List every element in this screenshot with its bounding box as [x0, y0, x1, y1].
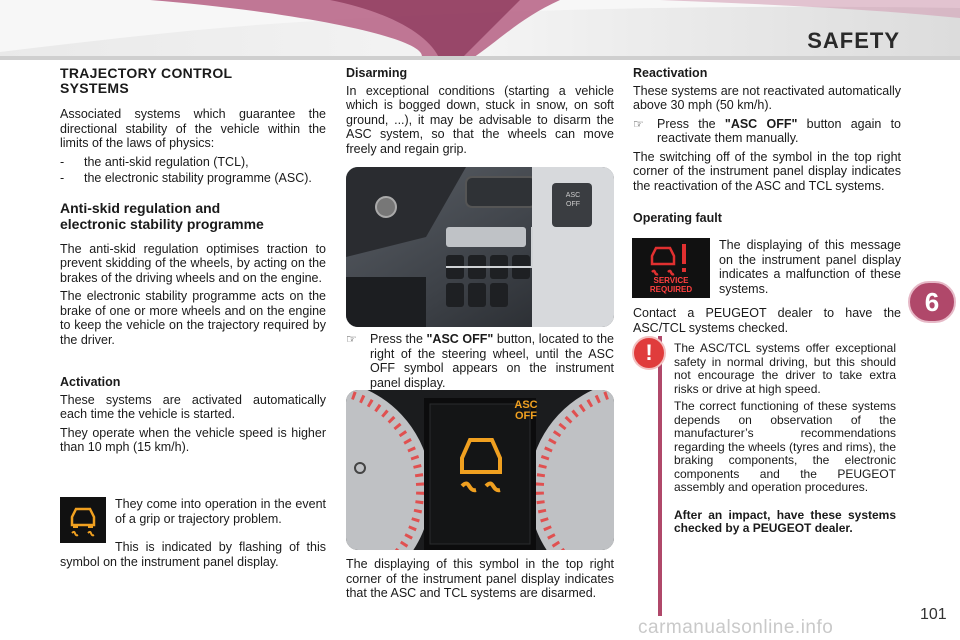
paragraph-tcl: The anti-skid regulation optimises traction to prevent skidding of the wheels, by acting on the brakes of the driving wheels and on the engine.: [60, 241, 326, 285]
reactivation-paragraph: These systems are not reactivated automatically above 30 mph (50 km/h).: [633, 83, 901, 112]
warning-box: [658, 336, 902, 616]
column-3: [633, 66, 901, 229]
fault-caption: [719, 238, 901, 300]
fault-paragraph: The displaying of this message on the instrument panel display indicates a malfunction of these systems.: [719, 238, 901, 296]
page-number: 101: [920, 606, 947, 623]
column-2: [346, 66, 614, 160]
contact-caption: [633, 306, 901, 339]
switching-off-paragraph: The switching off of the symbol in the top right corner of the instrument panel display indicates the reactivation of the ASC and TCL systems.: [633, 149, 901, 193]
subheading-line2: electronic stability programme: [60, 215, 264, 232]
disarmed-paragraph: The displaying of this symbol in the top right corner of the instrument panel display indicates that the ASC and TCL systems are disarmed.: [346, 557, 614, 600]
section-title: SAFETY: [807, 28, 900, 53]
asc-off-indicator: ASC OFF: [514, 399, 538, 422]
skid-warning-icon: [60, 497, 106, 543]
activation-paragraph: These systems are activated automatically each time the vehicle is started.: [60, 392, 326, 421]
activation-heading: Activation: [60, 375, 121, 389]
contact-dealer-paragraph: Contact a PEUGEOT dealer to have the ASC/TCL systems checked.: [633, 306, 901, 335]
press-again-point: ☞ Press the "ASC OFF" button again to reactivate them manually.: [633, 116, 901, 145]
intro-paragraph: Associated systems which guarantee the directional stability of the vehicle within the limits of the laws of physics:: [60, 107, 326, 150]
activation-speed-paragraph: They operate when the vehicle speed is higher than 10 mph (15 km/h).: [60, 425, 326, 454]
bullet-asc: - the electronic stability programme (ASC).: [60, 171, 312, 185]
asc-off-button-label[interactable]: ASC OFF: [565, 192, 581, 208]
pointing-hand-icon: ☞: [633, 116, 644, 131]
operating-fault-heading: Operating fault: [633, 211, 722, 225]
icon-caption: [115, 497, 326, 530]
instrument-panel-photo: [346, 390, 614, 550]
exclamation-warning-icon: !: [632, 336, 666, 370]
subheading: Anti-skid regulation and: [60, 199, 221, 216]
column-1: [60, 66, 326, 459]
section-heading-line2: SYSTEMS: [60, 79, 130, 96]
bullet-tcl: - the anti-skid regulation (TCL),: [60, 154, 249, 169]
paragraph-asc: The electronic stability programme acts on the brake of one or more wheels and on the engine to keep the vehicle on the trajectory required by the driver.: [60, 289, 326, 347]
disarming-paragraph: In exceptional conditions (starting a vehicle which is bogged down, stuck in snow, on soft ground, ...), it may be advisable to disarm the ASC system, so that the wheels can move freely and regain grip.: [346, 83, 614, 156]
disarming-heading: Disarming: [346, 66, 408, 80]
warning-paragraph-3: After an impact, have these systems checked by a PEUGEOT dealer.: [674, 507, 896, 535]
warning-paragraph-2: The correct functioning of these systems depends on observation of the manufacturer’s recommendations regarding the wheels (tyres and rims), the braking components, the electronic components and the PEUGEOT assembly and operation procedures.: [674, 399, 896, 494]
icon-flashing-paragraph: This is indicated by flashing of this symbol on the instrument panel display.: [60, 540, 326, 569]
reactivation-heading: Reactivation: [633, 66, 708, 80]
service-required-label: SERVICE REQUIRED: [649, 276, 693, 294]
service-required-icon: [632, 238, 710, 298]
warning-paragraph-1: The ASC/TCL systems offer exceptional safety in normal driving, but this should not encourage the driver to take extra risks or drive at high speed.: [674, 341, 896, 396]
chapter-tab[interactable]: 6: [908, 281, 956, 323]
watermark: carmanualsonline.info: [638, 617, 834, 638]
pointing-hand-icon: ☞: [346, 332, 357, 346]
disarmed-caption: [346, 557, 614, 605]
icon-operation-paragraph: They come into operation in the event of a grip or trajectory problem.: [115, 497, 326, 526]
disarm-instruction: [346, 332, 614, 394]
press-asc-off-point: ☞ Press the "ASC OFF" button, located to the right of the steering wheel, until the ASC OFF symbol appears on the instrument panel display.: [346, 332, 614, 390]
section-heading: TRAJECTORY CONTROL: [60, 65, 233, 81]
dashboard-photo: [346, 167, 614, 327]
icon-caption-2: [60, 540, 326, 573]
